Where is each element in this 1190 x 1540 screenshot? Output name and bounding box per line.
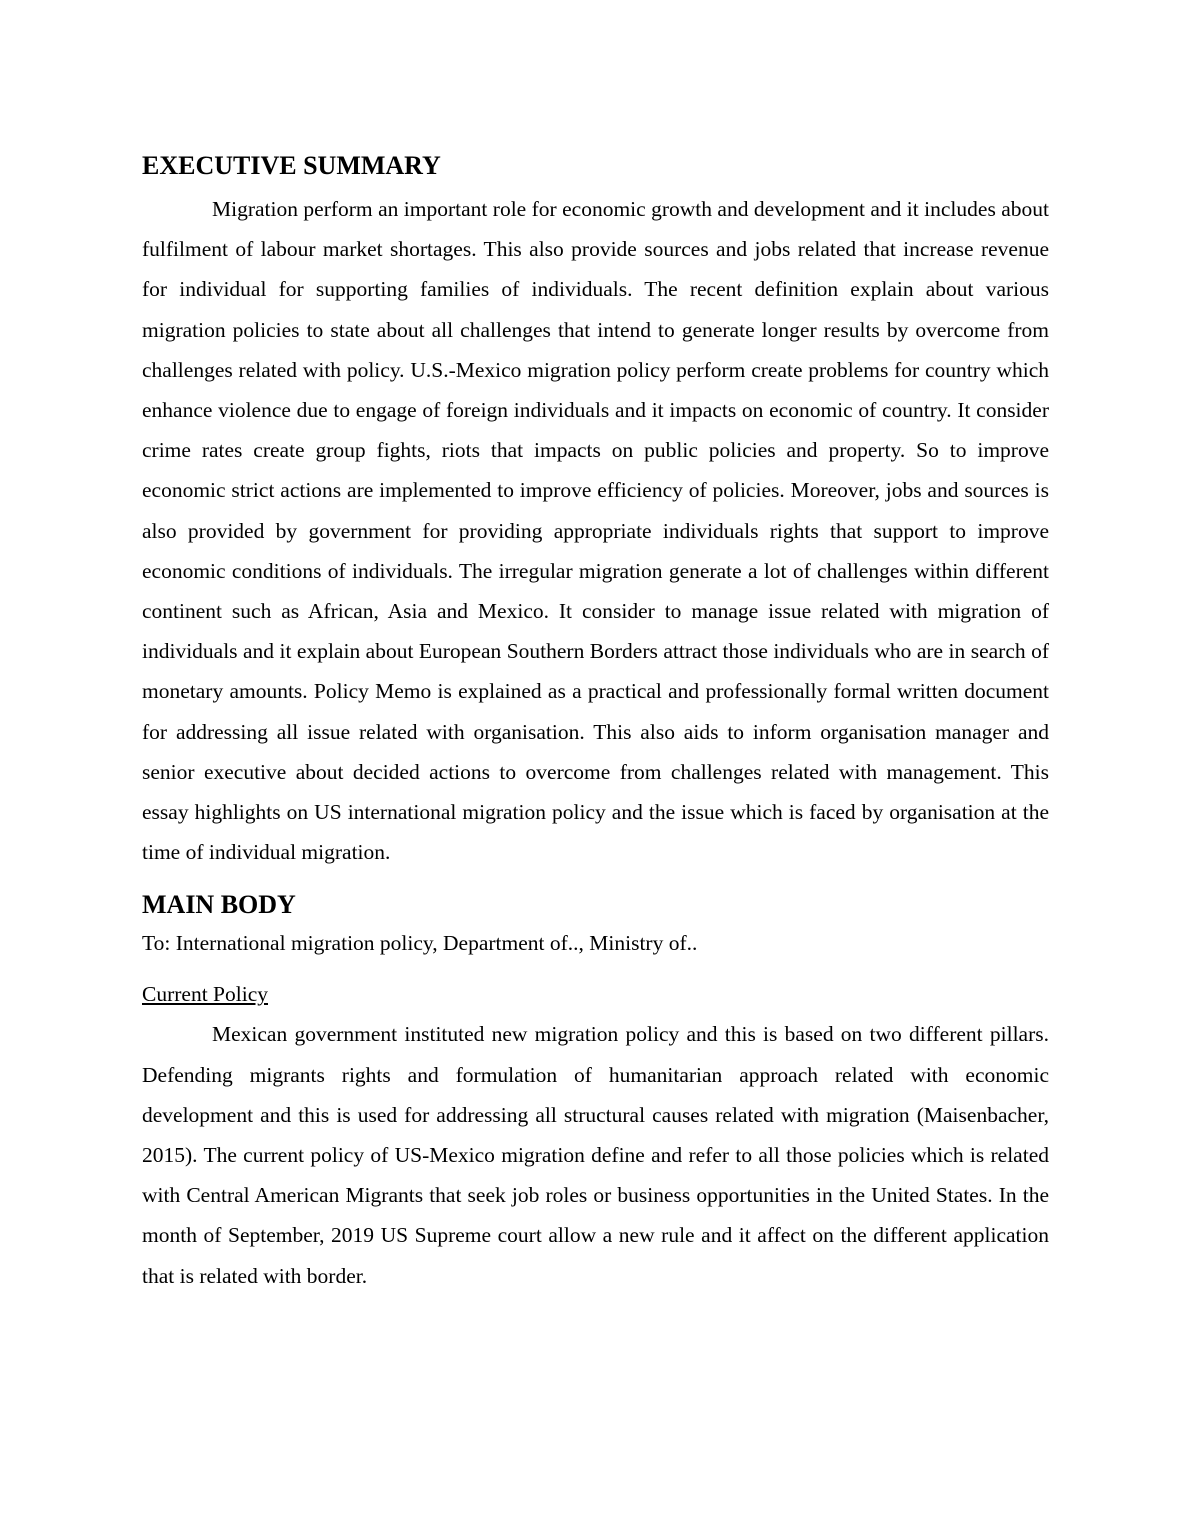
current-policy-paragraph: Mexican government instituted new migration policy and this is based on two different pillars. Defending migrants rights and formulation of humanitarian approach related with economic development and this is used for addressing all structural causes related with migration (Maisenbacher, 2015). The current policy of US-Mexico migration define and refer to all those policies which is related with Central American Migrants that seek job roles or business opportunities in the United States. In the month of September, 2019 US Supreme court allow a new rule and it affect on the different application that is related with border. — [142, 1022, 1049, 1288]
document-page — [142, 148, 1049, 1296]
memo-to-line: To: International migration policy, Department of.., Ministry of.. — [142, 931, 698, 956]
executive-summary-heading: EXECUTIVE SUMMARY — [142, 151, 441, 180]
main-body-heading: MAIN BODY — [142, 890, 296, 920]
executive-summary-paragraph: Migration perform an important role for economic growth and development and it includes about fulfilment of labour market shortages. This also provide sources and jobs related that increase revenue for individual for supporting families of individuals. The recent definition explain about various migration policies to state about all challenges that intend to generate longer results by overcome from challenges related with policy. U.S.-Mexico migration policy perform create problems for country which enhance violence due to engage of foreign individuals and it impacts on economic of country. It consider crime rates create group fights, riots that impacts on public policies and property. So to improve economic strict actions are implemented to improve efficiency of policies. Moreover, jobs and sources is also provided by government for providing appropriate individuals rights that support to improve economic conditions of individuals. The irregular migration generate a lot of challenges within different continent such as African, Asia and Mexico. It consider to manage issue related with migration of individuals and it explain about European Southern Borders attract those individuals who are in search of monetary amounts. Policy Memo is explained as a practical and professionally formal written document for addressing all issue related with organisation. This also aids to inform organisation manager and senior executive about decided actions to overcome from challenges related with management. This essay highlights on US international migration policy and the issue which is faced by organisation at the time of individual migration. — [142, 197, 1049, 865]
current-policy-subheading: Current Policy — [142, 982, 268, 1007]
